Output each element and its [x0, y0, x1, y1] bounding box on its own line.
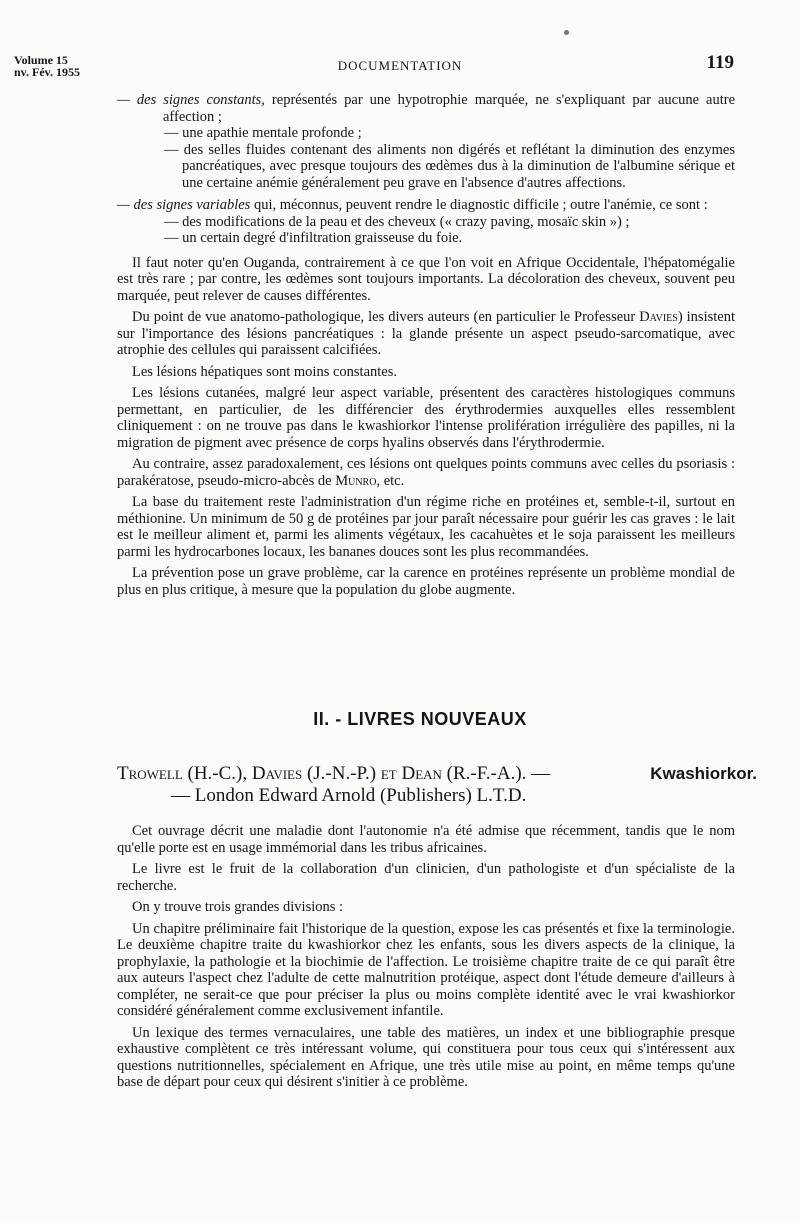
reference-publisher: — London Edward Arnold (Publishers) L.T.D.	[171, 785, 527, 806]
review-paragraph: Cet ouvrage décrit une maladie dont l'autonomie n'a été admise que récemment, tandis que le nom qu'elle porte est en usage immémorial dans les tribus africaines.	[117, 823, 735, 856]
author-name: Davies	[639, 309, 678, 325]
author-name: Munro	[335, 472, 377, 489]
variable-item: — des modifications de la peau et des cheveux (« crazy paving, mosaïc skin ») ;	[164, 213, 630, 230]
section-title: II. - LIVRES NOUVEAUX	[313, 709, 527, 729]
paragraph-text: Du point de vue anatomo-pathologique, les divers auteurs (en particulier le Professeur	[132, 309, 640, 325]
paragraph	[117, 309, 735, 359]
paragraph-text: ) insistent sur l'importance des lésions pancréatiques : la glande présente un aspect pseudo-sarcomatique, avec atrophie des cellules qui paraissent calcifiées.	[117, 309, 735, 358]
page-number: 119	[706, 52, 734, 73]
variable-signs	[117, 197, 735, 214]
paragraph: Les lésions hépatiques sont moins constantes.	[132, 363, 397, 380]
variable-item: — un certain degré d'infiltration graisseuse du foie.	[164, 230, 463, 246]
review-body	[117, 818, 735, 1091]
constant-signs-text: représentés par une hypotrophie marquée, ne s'expliquant par aucune autre affection ;	[163, 92, 736, 125]
article-body	[117, 92, 735, 598]
page-header	[0, 52, 800, 92]
review-paragraph: Un chapitre préliminaire fait l'historique de la question, expose les cas présentés et fixe la terminologie. Le deuxième chapitre traite du kwashiorkor chez les enfants, sous les divers aspects de la clinique, la prophylaxie, la pathologie et la biochimie de l'affection. Le troisième chapitre traite de ce qui paraît être aux auteurs l'aspect chez l'adulte de cette malnutrition protéique, aspect dont l'étude demeure d'ailleurs à compléter, ne serait-ce que pour préciser la plus ou moins complète identité avec le vrai kwashiorkor considéré généralement comme exclusivement infantile.	[117, 920, 735, 1019]
constant-item: — une apathie mentale profonde ;	[164, 125, 362, 141]
speck-mark	[564, 30, 569, 35]
volume-number: Volume 15	[14, 53, 68, 67]
paragraph: Les lésions cutanées, malgré leur aspect variable, présentent des caractères histologiques communs permettant, en particulier, de les différencier des érythrodermies auxquelles elles ressemblent cliniquement : on ne trouve pas dans le kwashiorkor l'intense prolifération irrégulière des papilles, ni la migration de pigment avec présence de corps hyalins observés dans l'érythrodermie.	[117, 385, 735, 451]
review-paragraph: Le livre est le fruit de la collaboration d'un clinicien, d'un pathologiste et d'un spécialiste de la recherche.	[117, 861, 735, 894]
review-paragraph: Un lexique des termes vernaculaires, une table des matières, un index et une bibliographie presque exhaustive complètent ce très intéressant volume, qui constituera pour tous ceux qui s'intéressent aux questions nutritionnelles, spécialement en Afrique, une très utile mise au point, en même temps qu'une base de départ pour ceux qui désirent s'initier à ce problème.	[117, 1024, 735, 1090]
book-reference	[117, 763, 757, 807]
paragraph: La base du traitement reste l'administration d'un régime riche en protéines et, semble-t-il, surtout en méthionine. Un minimum de 50 g de protéines par jour paraît nécessaire pour guérir les cas graves : le lait est le meilleur aliment et, parmi les aliments végétaux, les cacahuètes et le soja paraissent les meilleurs parmi les hydrocarbones locaux, les bananes douces sont les plus recommandées.	[117, 494, 735, 560]
reference-line-1	[117, 763, 757, 785]
paragraph: Il faut noter qu'en Ouganda, contrairement à ce que l'on voit en Afrique Occidentale, l'hépatomégalie est très rare ; par contre, les œdèmes sont toujours importants. La décoloration des cheveux, souvent peu marquée, peut relever de causes différentes.	[117, 254, 735, 304]
constant-signs-label: — des signes constants,	[117, 92, 265, 108]
paragraph-text: , etc.	[376, 472, 405, 489]
reference-authors: Trowell (H.-C.), Davies (J.-N.-P.) et Dean (R.-F.-A.). —	[117, 763, 551, 784]
constant-item: — des selles fluides contenant des aliments non digérés et reflétant la diminution des enzymes pancréatiques, avec presque toujours des œdèmes dus à la diminution de l'albumine sérique et une certaine anémie généralement peu grave en l'absence d'autres affections.	[164, 141, 735, 191]
paragraph-text: Au contraire, assez paradoxalement, ces lésions ont quelques points communs avec celles du psoriasis : parakératose, pseudo-micro-abcès de	[117, 456, 735, 489]
review-paragraph: On y trouve trois grandes divisions :	[132, 899, 344, 915]
running-title: DOCUMENTATION	[337, 58, 463, 73]
constant-signs	[117, 92, 735, 125]
paragraph: La prévention pose un grave problème, car la carence en protéines représente un problème mondial de plus en plus critique, à mesure que la population du globe augmente.	[117, 565, 735, 598]
variable-signs-text: qui, méconnus, peuvent rendre le diagnostic difficile ; outre l'anémie, ce sont :	[250, 197, 708, 213]
issue-date: nv. Fév. 1955	[14, 65, 81, 79]
reference-title: Kwashiorkor.	[650, 764, 757, 783]
variable-signs-label: — des signes variables	[117, 197, 251, 213]
paragraph	[117, 456, 735, 489]
